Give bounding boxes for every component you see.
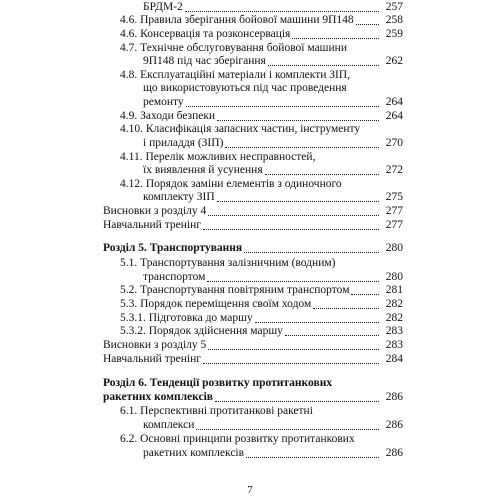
toc-page-number: 281: [385, 284, 403, 296]
toc-entry-title: комплекту ЗІП: [143, 191, 215, 203]
toc-entry[interactable]: [103, 338, 403, 352]
toc-entry-title: комплекси: [143, 419, 195, 431]
toc-entry[interactable]: [120, 177, 403, 191]
toc-entry-title: Висновки з розділу 4: [103, 205, 207, 217]
toc-entry-continuation[interactable]: [143, 190, 403, 204]
toc-entry-title: що використовуються під час проведення: [143, 82, 347, 94]
dot-leader: [356, 24, 379, 25]
toc-entry[interactable]: [120, 311, 403, 325]
toc-entry[interactable]: [103, 204, 403, 218]
toc-entry-title: їх виявлення й усунення: [143, 164, 263, 176]
toc-page-number: 262: [385, 55, 403, 67]
toc-entry[interactable]: [120, 256, 403, 270]
toc-entry-title: Висновки з розділу 5: [103, 339, 207, 351]
toc-entry-title: 4.12. Порядок заміни елементів з одиночного: [120, 178, 342, 190]
toc-entry-title: 4.9. Заходи безпеки: [120, 110, 216, 122]
toc-page-number: 280: [385, 271, 403, 283]
toc-entry-title: 5.3.2. Порядок здійснення маршу: [120, 325, 283, 337]
toc-entry-continuation[interactable]: [143, 95, 403, 109]
dot-leader: [246, 457, 379, 458]
dot-leader: [208, 349, 379, 350]
toc-entry-continuation[interactable]: [143, 54, 403, 68]
toc-page-number: 270: [385, 137, 403, 149]
toc-entry[interactable]: [120, 297, 403, 311]
toc-page-number: 283: [385, 339, 403, 351]
dot-leader: [292, 38, 379, 39]
dot-leader: [217, 201, 379, 202]
toc-entry-title: 9П148 під час зберігання: [143, 55, 266, 67]
toc-entry-title: 4.10. Класифікація запасних частин, інструменту: [120, 123, 361, 135]
toc-entry[interactable]: [120, 41, 403, 55]
toc-entry-title: транспортом: [143, 271, 206, 283]
toc-entry-continuation[interactable]: [143, 270, 403, 284]
toc-entry-title: Навчальний тренінг: [103, 353, 201, 365]
dot-leader: [196, 429, 379, 430]
toc-entry[interactable]: [143, 0, 403, 14]
dot-leader: [207, 281, 379, 282]
toc-page-number: 282: [385, 298, 403, 310]
dot-leader: [225, 147, 379, 148]
dot-leader: [351, 294, 379, 295]
toc-entry-continuation: [143, 81, 403, 95]
toc-entry-title: 5.3. Порядок переміщення своїм ходом: [120, 298, 312, 310]
toc-page-number: 284: [385, 353, 403, 365]
toc-entry[interactable]: [120, 283, 403, 297]
toc-chapter-heading[interactable]: [103, 241, 403, 255]
toc-page-number: 275: [385, 191, 403, 203]
dot-leader: [268, 65, 379, 66]
dot-leader: [285, 335, 379, 336]
toc-entry[interactable]: [103, 352, 403, 366]
toc-chapter-heading[interactable]: [103, 376, 403, 390]
toc-page-number: 286: [385, 419, 403, 431]
dot-leader: [313, 308, 379, 309]
toc-entry[interactable]: [120, 13, 403, 27]
toc-page-number: 282: [385, 312, 403, 324]
toc-page-number: 259: [385, 28, 403, 40]
toc-entry-title: 4.6. Консервація та розконсервація: [120, 28, 291, 40]
toc-page-number: 286: [385, 447, 403, 459]
toc-page-number: 280: [385, 242, 403, 254]
dot-leader: [186, 106, 379, 107]
toc-entry-continuation[interactable]: [143, 418, 403, 432]
toc-page-number: 258: [385, 14, 403, 26]
toc-page-number: 277: [385, 219, 403, 231]
toc-page-number: 272: [385, 164, 403, 176]
toc-page-number: 277: [385, 205, 403, 217]
toc-entry[interactable]: [103, 218, 403, 232]
dot-leader: [244, 252, 379, 253]
dot-leader: [203, 363, 379, 364]
toc-entry-title: і приладдя (ЗІП): [143, 137, 224, 149]
toc-entry-title: Розділ 6. Тенденції розвитку протитанкових: [103, 377, 333, 389]
toc-page-number: 286: [385, 391, 403, 403]
dot-leader: [255, 322, 379, 323]
toc-entry-title: 5.3.1. Підготовка до маршу: [120, 312, 253, 324]
toc-chapter-heading-continuation[interactable]: [103, 390, 403, 404]
dot-leader: [203, 229, 379, 230]
toc-entry-title: Навчальний тренінг: [103, 219, 201, 231]
toc-entry-title: 4.7. Технічне обслуговування бойової машини: [120, 42, 347, 54]
toc-entry-title: 6.1. Перспективні протитанкові ракетні: [120, 405, 313, 417]
toc-entry-title: БРДМ-2: [143, 1, 183, 13]
toc-entry-continuation[interactable]: [143, 136, 403, 150]
toc-entry-title: ремонту: [143, 96, 184, 108]
dot-leader: [217, 120, 379, 121]
toc-entry-title: 4.8. Експлуатаційні матеріали і комплекти ЗІП,: [120, 69, 351, 81]
toc-entry[interactable]: [120, 27, 403, 41]
toc-entry[interactable]: [120, 150, 403, 164]
toc-entry-title: ракетних комплексів: [103, 391, 213, 403]
toc-entry[interactable]: [120, 68, 403, 82]
toc-entry-title: 5.1. Транспортування залізничним (водним): [120, 257, 336, 269]
toc-entry-title: 4.6. Правила зберігання бойової машини 9П148: [120, 14, 354, 26]
toc-entry-title: 6.2. Основні принципи розвитку протитанкових: [120, 433, 355, 445]
toc-entry-title: 5.2. Транспортування повітряним транспортом: [120, 284, 350, 296]
dot-leader: [215, 401, 379, 402]
toc-entry-continuation[interactable]: [143, 446, 403, 460]
toc-page-number: 257: [385, 1, 403, 13]
dot-leader: [265, 174, 379, 175]
dot-leader: [185, 11, 379, 12]
toc-entry[interactable]: [120, 324, 403, 338]
toc-entry-title: Розділ 5. Транспортування: [103, 242, 243, 254]
toc-page-number: 264: [385, 110, 403, 122]
toc-entry-title: 4.11. Перелік можливих несправностей,: [120, 151, 316, 163]
page-number: 7: [247, 484, 253, 496]
toc-entry[interactable]: [120, 404, 403, 418]
toc-entry-title: ракетних комплексів: [143, 447, 245, 459]
toc-page-number: 283: [385, 325, 403, 337]
toc-entry-continuation[interactable]: [143, 163, 403, 177]
toc-entry[interactable]: [120, 432, 403, 446]
toc-entry[interactable]: [120, 109, 403, 123]
toc-entry[interactable]: [120, 122, 403, 136]
dot-leader: [208, 215, 379, 216]
toc-page-number: 264: [385, 96, 403, 108]
